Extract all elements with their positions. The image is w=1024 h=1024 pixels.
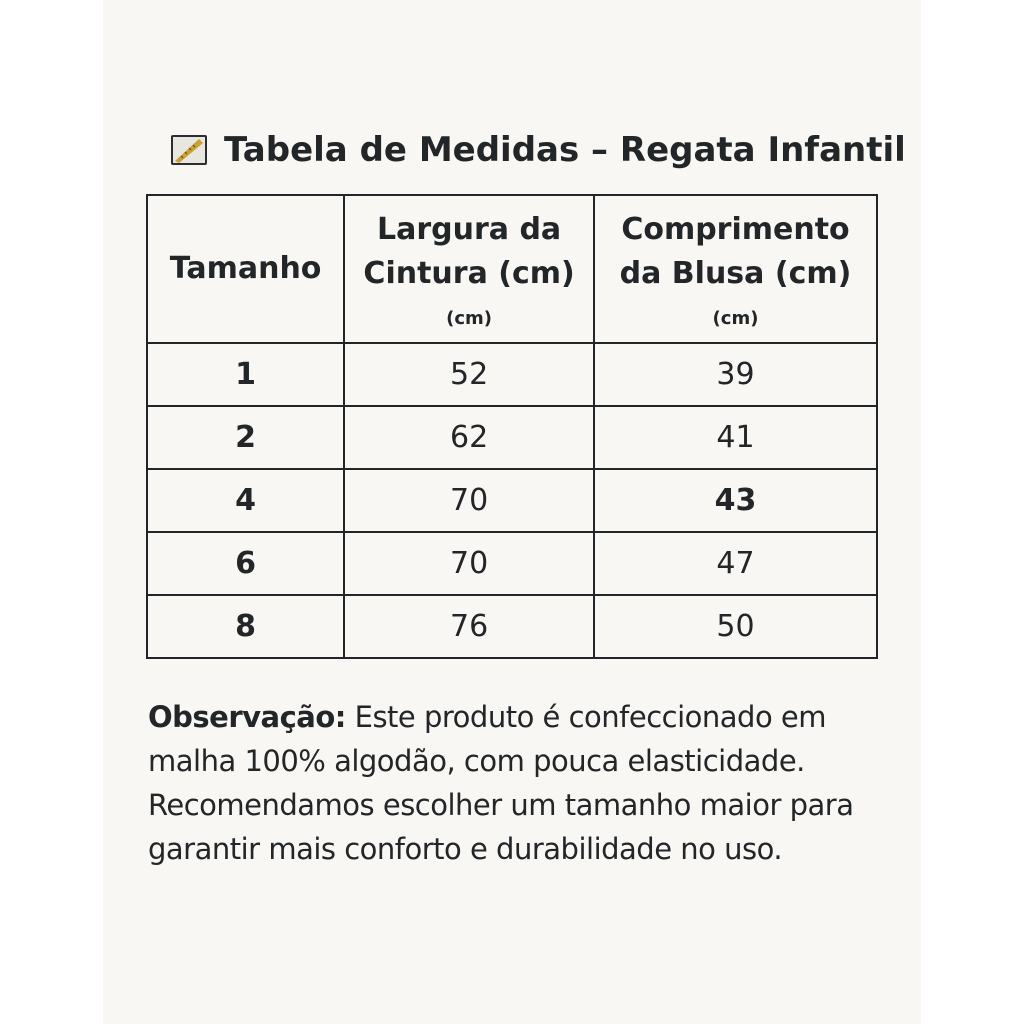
table-row: [147, 532, 877, 595]
header-waist: [344, 195, 594, 343]
waist-cell: 70: [344, 532, 594, 595]
length-cell: 47: [594, 532, 877, 595]
note-paragraph: [148, 695, 908, 871]
header-size-label: Tamanho: [169, 251, 322, 286]
table-row: [147, 595, 877, 658]
table-row: [147, 469, 877, 532]
length-cell: 50: [594, 595, 877, 658]
page-title: Tabela de Medidas – Regata Infantil: [224, 130, 906, 170]
table-row: [147, 343, 877, 406]
size-cell: 1: [147, 343, 344, 406]
ruler-icon: [170, 134, 208, 166]
table-row: [147, 406, 877, 469]
header-length-line1: Comprimento: [621, 212, 850, 247]
header-waist-unit: (cm): [446, 308, 493, 329]
note-text: Este produto é confeccionado em malha 100% algodão, com pouca elasticidade. Recomendamos escolher um tamanho maior para garantir mais conforto e durabilidade no uso.: [148, 700, 854, 866]
header-waist-line2: Cintura (cm): [363, 256, 575, 291]
header-size: [147, 195, 344, 343]
title-row: [170, 124, 906, 176]
waist-cell: 76: [344, 595, 594, 658]
waist-cell: 62: [344, 406, 594, 469]
length-cell: 41: [594, 406, 877, 469]
header-length-unit: (cm): [712, 308, 759, 329]
size-table: [146, 194, 878, 659]
length-cell: 43: [594, 469, 877, 532]
header-waist-line1: Largura da: [376, 212, 562, 247]
size-cell: 4: [147, 469, 344, 532]
waist-cell: 52: [344, 343, 594, 406]
note-label: Observação:: [148, 700, 346, 734]
size-cell: 6: [147, 532, 344, 595]
size-cell: 8: [147, 595, 344, 658]
length-cell: 39: [594, 343, 877, 406]
waist-cell: 70: [344, 469, 594, 532]
header-length-line2: da Blusa (cm): [619, 256, 852, 291]
table-header-row: [147, 195, 877, 343]
size-cell: 2: [147, 406, 344, 469]
header-length: [594, 195, 877, 343]
